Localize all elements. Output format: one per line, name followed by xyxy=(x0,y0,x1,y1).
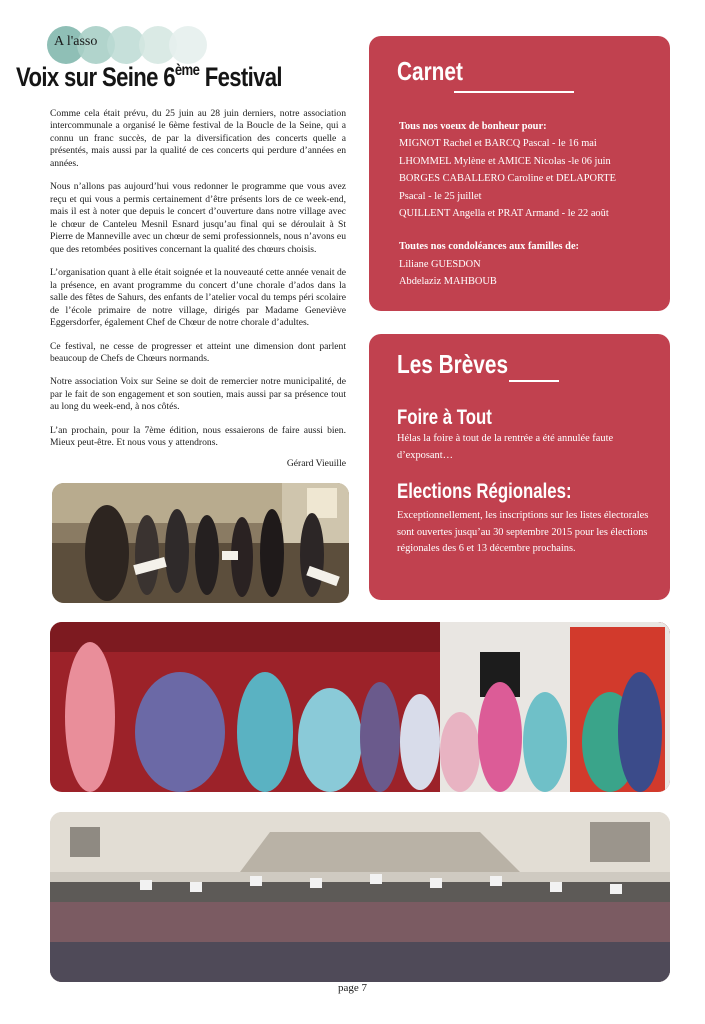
section-label: A l'asso xyxy=(54,34,98,49)
group-photo-outdoor xyxy=(50,812,670,982)
breves-title: Les Brèves xyxy=(397,349,509,379)
article-paragraph: Ce festival, ne cesse de progresser et atteint une dimension dont parlent beaucoup de Chefs de Chœurs normands. xyxy=(50,340,346,364)
breve-heading-foire: Foire à Tout xyxy=(397,406,492,429)
article-paragraph: Notre association Voix sur Seine se doit de remercier notre municipalité, de par le fait de son engagement et son soutien, mais aussi par sa présence tout au long du week-end, à nos côtés. xyxy=(50,376,346,413)
page-number: page 7 xyxy=(337,982,367,994)
breve-heading-elections: Elections Régionales: xyxy=(397,480,572,503)
wish-item: BORGES CABALLERO Caroline et DELAPORTE xyxy=(399,173,616,185)
carnet-title-underline xyxy=(454,91,574,93)
breves-title-underline xyxy=(509,380,559,382)
wish-item: Psacal - le 25 juillet xyxy=(399,190,482,202)
wish-item: LHOMMEL Mylène et AMICE Nicolas -le 06 juin xyxy=(399,155,611,167)
article-paragraph: Nous n’allons pas aujourd’hui vous redonner le programme que vous avez reçu et qui vous a permis certainement d’être présents lors de ce week-end, mais il est à noter que depuis le concert d’ouverture dans notre village avec le chœur de Canteleu Mesnil Esnard jusqu’au final qui se déroulait à St Pierre de Manneville avec un chœur de semi professionnels, nous n’avons eu que des retombées positives concernant la qualité des chœurs choisis. xyxy=(50,181,346,255)
article-paragraph: L’organisation quant à elle était soignée et la nouveauté cette année venait de la présence, en avant programme du concert d’une chorale d’ados dans la salle des fêtes de Sahurs, des enfants de l’atelier vocal du temps péri scolaire de l’école primaire de notre village, dirigés par Madame Geneviève Eggersdorfer, également Chef de Chœur de notre chorale d’adultes. xyxy=(50,267,346,329)
carnet-panel xyxy=(369,36,670,311)
condolence-item: Liliane GUESDON xyxy=(399,258,481,270)
breve-text-foire: Hélas la foire à tout de la rentrée a été annulée faute d’exposant… xyxy=(397,433,614,461)
condolence-item: Abdelaziz MAHBOUB xyxy=(399,276,497,288)
wish-item: QUILLENT Angella et PRAT Armand - le 22 août xyxy=(399,208,609,220)
choir-concert-photo xyxy=(52,483,349,603)
breve-text-elections: Exceptionnellement, les inscriptions sur les listes électorales sont ouvertes jusqu’au 30 septembre 2015 pour les élections régionales des 6 et 13 décembre prochains. xyxy=(397,510,649,554)
carnet-body xyxy=(399,118,661,291)
wishes-heading: Tous nos voeux de bonheur pour: xyxy=(399,121,547,132)
carnet-title: Carnet xyxy=(397,56,463,86)
article-signature: Gérard Vieuille xyxy=(286,458,346,469)
article-paragraph: Comme cela était prévu, du 25 juin au 28 juin derniers, notre association intercommunale a organisé le 6ème festival de la Boucle de la Seine, qui a connu un franc succès, de par la diversification des concerts quelle a présentés, mais aussi par la qualité de ces concerts qui perdure d’années en années. xyxy=(50,108,346,169)
page-title: Voix sur Seine 6ème Festival xyxy=(16,62,282,92)
wish-item: MIGNOT Rachel et BARCQ Pascal - le 16 mai xyxy=(399,138,597,150)
article-paragraph: L’an prochain, pour la 7ème édition, nous essaierons de faire aussi bien. Mieux peut-être. Et nous vous y attendrons. xyxy=(50,424,346,449)
children-choir-photo xyxy=(50,622,670,792)
breves-panel xyxy=(369,334,670,600)
condolences-heading: Toutes nos condoléances aux familles de: xyxy=(399,241,580,253)
festival-article xyxy=(50,108,346,461)
